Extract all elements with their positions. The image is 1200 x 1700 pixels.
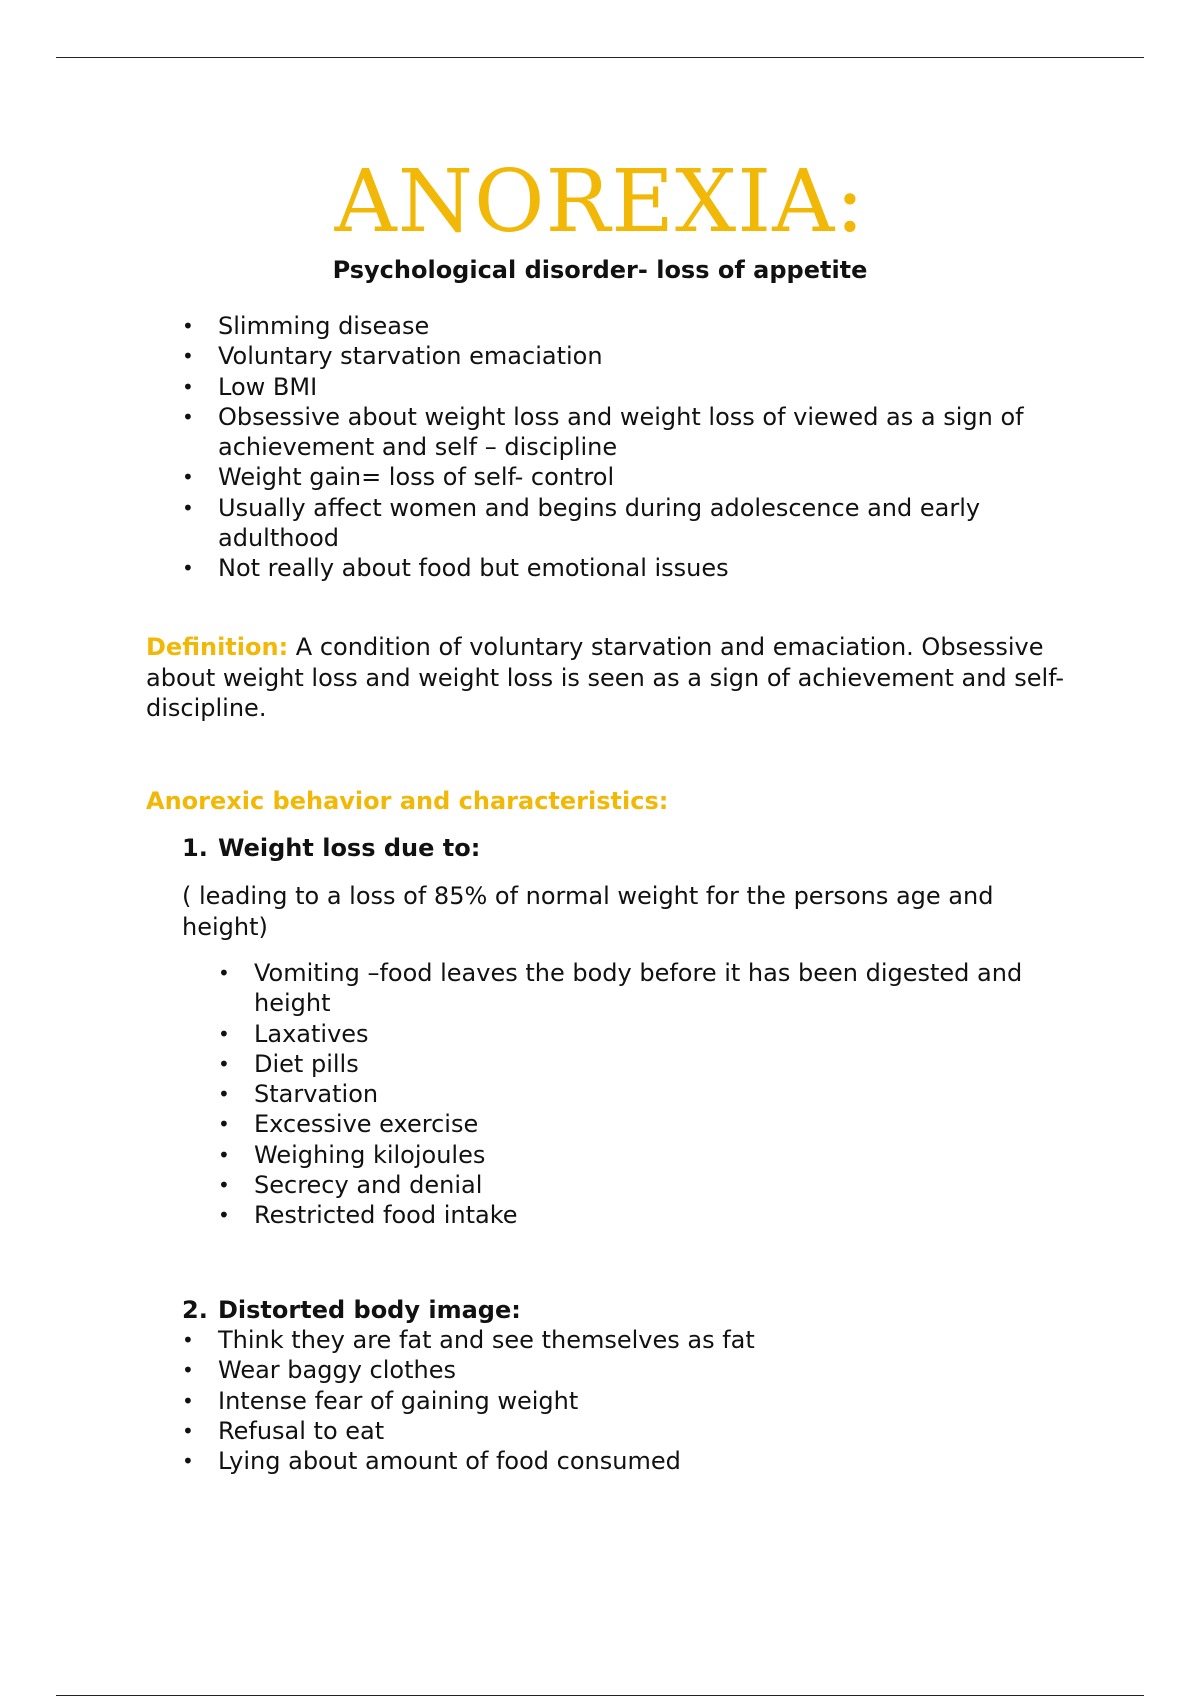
list-item-text: Intense fear of gaining weight	[218, 1386, 579, 1415]
bullet-icon: •	[218, 961, 230, 985]
list-item-text: Weight gain= loss of self- control	[218, 463, 615, 492]
bullet-icon: •	[182, 1418, 194, 1443]
list-item-text: Laxatives	[254, 1019, 369, 1048]
weight-loss-note: ( leading to a loss of 85% of normal weight for the persons age and height)	[182, 882, 994, 941]
bullet-icon: •	[218, 1203, 230, 1228]
bullet-icon: •	[182, 495, 194, 520]
body-image-heading	[182, 1295, 521, 1325]
list-item-text: Secrecy and denial	[254, 1171, 483, 1200]
bullet-icon: •	[182, 1358, 194, 1383]
list-item-text: Starvation	[254, 1080, 379, 1109]
weight-loss-bullet-list	[218, 958, 1058, 1231]
list-item	[218, 1170, 1058, 1200]
list-item	[182, 311, 1062, 341]
behavior-section-heading: Anorexic behavior and characteristics:	[146, 787, 669, 815]
definition-text: A condition of voluntary starvation and emaciation. Obsessive about weight loss and weight loss is seen as a sign of achievement and self-discipline.	[146, 633, 1065, 722]
heading-number: 1.	[182, 834, 208, 862]
list-item	[182, 493, 1062, 554]
list-item-text: Refusal to eat	[218, 1416, 385, 1445]
list-item	[182, 1416, 1062, 1446]
list-item-text: Not really about food but emotional issues	[218, 554, 729, 583]
list-item	[218, 1019, 1058, 1049]
bullet-icon: •	[218, 1173, 230, 1198]
list-item	[218, 1140, 1058, 1170]
list-item-text: Vomiting –food leaves the body before it has been digested and height	[254, 959, 1023, 1018]
list-item	[182, 341, 1062, 371]
list-item-text: Slimming disease	[218, 312, 430, 340]
bullet-icon: •	[218, 1082, 230, 1107]
bullet-icon: •	[182, 404, 194, 429]
top-page-rule	[56, 57, 1144, 58]
bullet-icon: •	[218, 1021, 230, 1046]
list-item-text: Obsessive about weight loss and weight loss of viewed as a sign of achievement and self – discipline	[218, 402, 1024, 462]
heading-number: 2.	[182, 1296, 208, 1324]
list-item-text: Excessive exercise	[254, 1110, 479, 1139]
bullet-icon: •	[182, 1449, 194, 1474]
bullet-icon: •	[218, 1112, 230, 1137]
list-item	[218, 1049, 1058, 1079]
definition-paragraph	[146, 632, 1076, 724]
list-item	[182, 553, 1062, 583]
list-item-text: Usually affect women and begins during adolescence and early adulthood	[218, 493, 981, 553]
list-item	[218, 1079, 1058, 1109]
list-item	[182, 1446, 1062, 1476]
list-item	[182, 1325, 1062, 1355]
list-item-text: Voluntary starvation emaciation	[218, 342, 603, 371]
list-item	[182, 1386, 1062, 1416]
list-item-text: Lying about amount of food consumed	[218, 1447, 681, 1476]
bullet-icon: •	[182, 314, 194, 338]
bullet-icon: •	[182, 556, 194, 581]
definition-label: Definition:	[146, 633, 289, 661]
list-item	[182, 1355, 1062, 1385]
list-item-text: Diet pills	[254, 1049, 359, 1078]
list-item	[182, 402, 1062, 463]
weight-loss-heading	[182, 833, 480, 863]
list-item-text: Low BMI	[218, 372, 318, 401]
bullet-icon: •	[182, 374, 194, 399]
document-title: ANOREXIA:	[334, 152, 866, 252]
body-image-bullet-list	[182, 1325, 1062, 1476]
document-subtitle: Psychological disorder- loss of appetite	[332, 256, 868, 284]
list-item-text: Think they are fat and see themselves as fat	[218, 1326, 755, 1354]
bullet-icon: •	[218, 1051, 230, 1076]
bottom-page-rule	[56, 1695, 1144, 1696]
list-item	[182, 462, 1062, 492]
overview-bullet-list	[182, 311, 1062, 584]
list-item-text: Wear baggy clothes	[218, 1356, 456, 1385]
list-item-text: Restricted food intake	[254, 1201, 518, 1230]
heading-text: Weight loss due to:	[218, 834, 481, 862]
list-item-text: Weighing kilojoules	[254, 1140, 486, 1169]
bullet-icon: •	[182, 344, 194, 369]
list-item	[182, 372, 1062, 402]
bullet-icon: •	[182, 1328, 194, 1352]
list-item	[218, 1200, 1058, 1230]
bullet-icon: •	[182, 465, 194, 490]
heading-text: Distorted body image:	[218, 1296, 521, 1324]
list-item	[218, 958, 1058, 1019]
bullet-icon: •	[218, 1142, 230, 1167]
list-item	[218, 1109, 1058, 1139]
bullet-icon: •	[182, 1388, 194, 1413]
